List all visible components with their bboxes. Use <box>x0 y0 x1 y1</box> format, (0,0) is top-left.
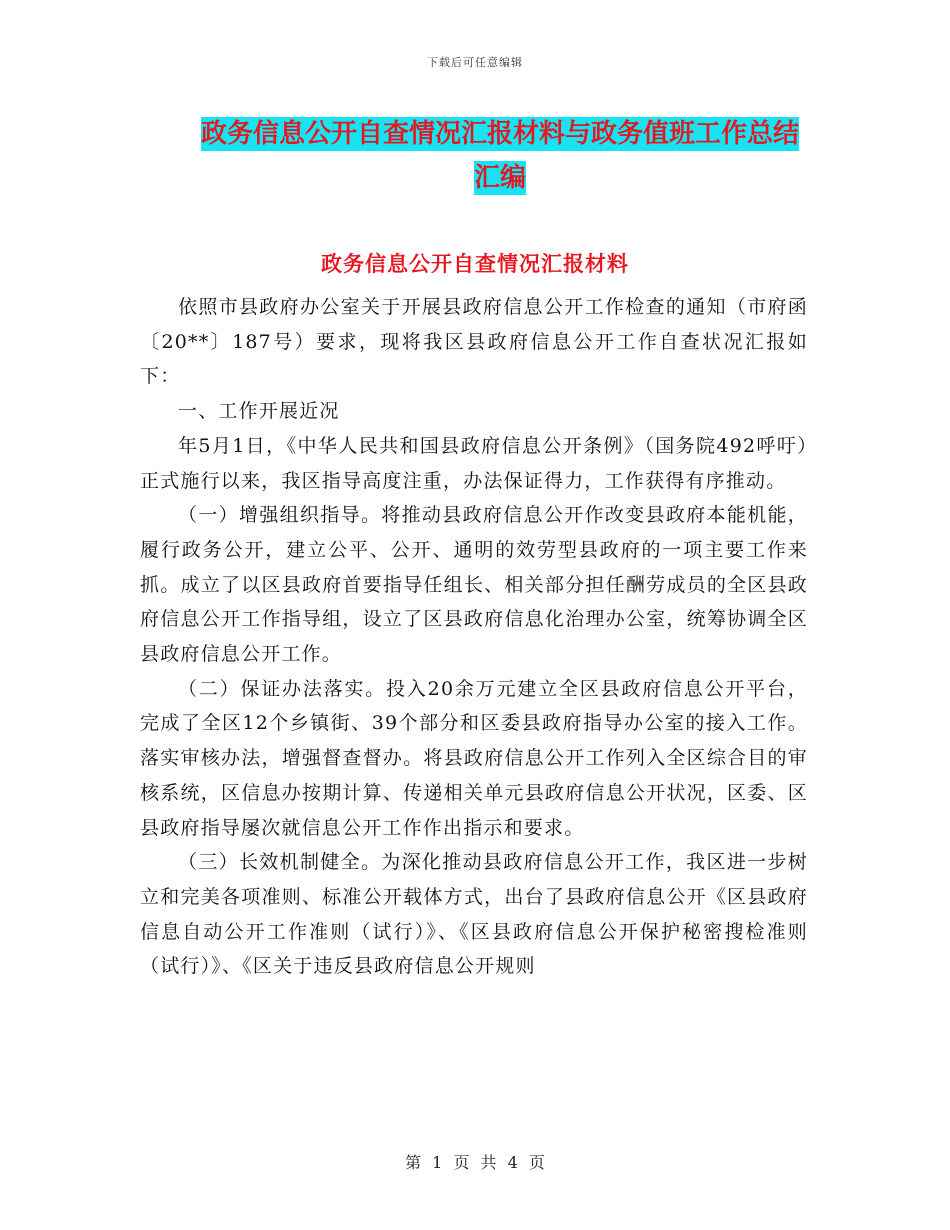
title-line-1: 政务信息公开自查情况汇报材料与政务值班工作总结 <box>200 119 799 149</box>
paragraph-background: 年5月1日，《中华人民共和国县政府信息公开条例》（国务院492呼吁）正式施行以来，我区指导高度注重，办法保证得力，工作获得有序推动。 <box>140 434 808 492</box>
paragraph-item-1: （一）增强组织指导。将推动县政府信息公开作改变县政府本能机能，履行政务公开，建立公平、公开、通明的效劳型县政府的一项主要工作来抓。成立了以区县政府首要指导任组长、相关部分担任酬劳成员的全区县政府信息公开工作指导组，设立了区县政府信息化治理办公室，统筹协调全区县政府信息公开工作。 <box>140 504 808 666</box>
header-note: 下载后可任意编辑 <box>427 56 523 69</box>
title-line-2: 汇编 <box>473 163 526 193</box>
page-footer: 第 1 页 共 4 页 <box>405 1153 545 1172</box>
section-title: 政务信息公开自查情况汇报材料 <box>321 252 629 276</box>
paragraph-item-2: （二）保证办法落实。投入20余万元建立全区县政府信息公开平台，完成了全区12个乡镇街、39个部分和区委县政府指导办公室的接入工作。落实审核办法，增强督查督办。将县政府信息公开工作列入全区综合目的审核系统，区信息办按期计算、传递相关单元县政府信息公开状况，区委、区县政府指导屡次就信息公开工作作出指示和要求。 <box>140 677 808 839</box>
document-body <box>140 290 808 984</box>
paragraph-heading-1: 一、工作开展近况 <box>178 400 340 423</box>
paragraph-item-3: （三）长效机制健全。为深化推动县政府信息公开工作，我区进一步树立和完美各项准则、标准公开载体方式，出台了县政府信息公开《区县政府信息自动公开工作准则（试行）》、《区县政府信息公开保护秘密搜检准则（试行）》、《区关于违反县政府信息公开规则 <box>140 851 808 978</box>
document-title <box>190 112 810 200</box>
paragraph-intro: 依照市县政府办公室关于开展县政府信息公开工作检查的通知（市府函〔20**〕187号）要求，现将我区县政府信息公开工作自查状况汇报如下： <box>140 296 808 388</box>
